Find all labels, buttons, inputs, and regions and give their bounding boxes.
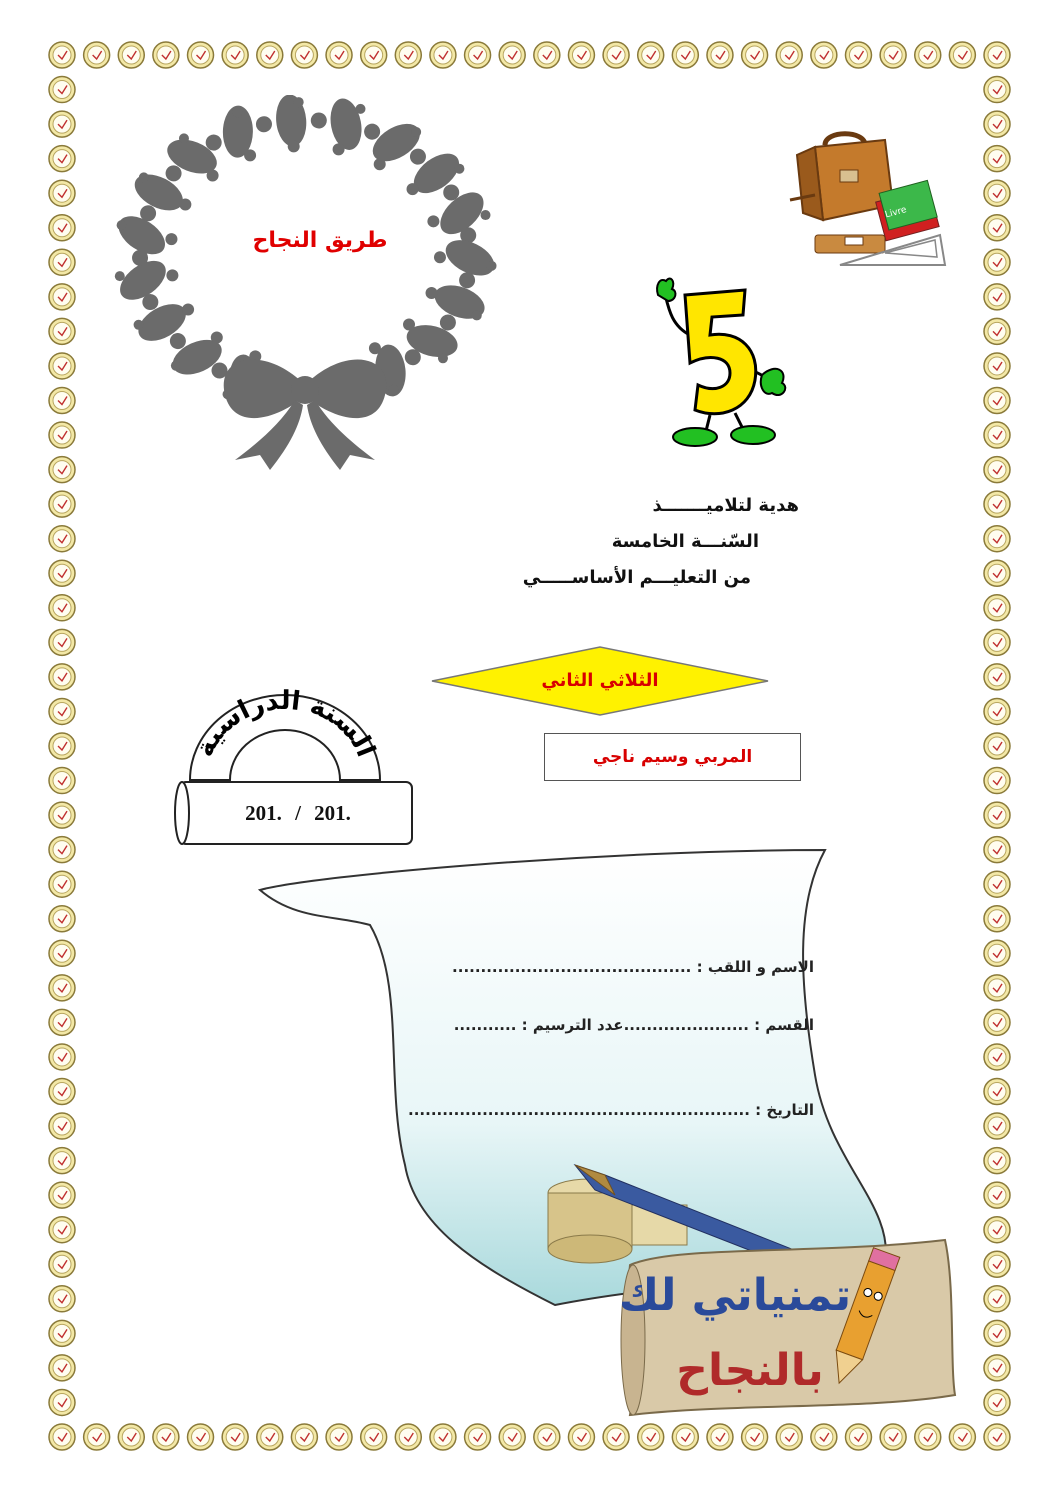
wreath-berry bbox=[166, 269, 178, 281]
name-dots: .......................................... bbox=[452, 958, 692, 976]
clock-icon bbox=[742, 1424, 768, 1450]
clock-icon bbox=[984, 318, 1010, 344]
wreath-berry bbox=[374, 158, 386, 170]
clock-icon bbox=[49, 802, 75, 828]
clock-icon bbox=[672, 1424, 698, 1450]
gift-line-1: هدية لتلاميـــــــذ bbox=[652, 495, 799, 516]
clock-icon bbox=[49, 146, 75, 172]
clock-icon bbox=[984, 733, 1010, 759]
clock-icon bbox=[984, 422, 1010, 448]
clock-icon bbox=[776, 1424, 802, 1450]
wreath-berry bbox=[427, 215, 439, 227]
date-label: التاريخ : bbox=[755, 1101, 814, 1119]
clock-icon bbox=[49, 1148, 75, 1174]
wreath-berry bbox=[389, 385, 399, 395]
clock-icon bbox=[984, 560, 1010, 586]
clock-icon bbox=[984, 1355, 1010, 1381]
clock-icon bbox=[153, 1424, 179, 1450]
clock-icon bbox=[984, 837, 1010, 863]
clock-icon bbox=[707, 42, 733, 68]
clock-icon bbox=[49, 457, 75, 483]
clock-icon bbox=[811, 1424, 837, 1450]
clock-icon bbox=[499, 42, 525, 68]
clock-icon bbox=[984, 1113, 1010, 1139]
wreath-title: طريق النجاح bbox=[252, 228, 388, 253]
clock-icon bbox=[638, 1424, 664, 1450]
good-luck-banner bbox=[615, 1225, 965, 1425]
clock-icon bbox=[49, 249, 75, 275]
clock-icon bbox=[49, 1217, 75, 1243]
school-bag-illustration bbox=[785, 125, 955, 275]
clock-icon bbox=[84, 42, 110, 68]
book-label: Livre bbox=[884, 205, 908, 221]
clock-icon bbox=[984, 1148, 1010, 1174]
clock-icon bbox=[534, 1424, 560, 1450]
wreath-berry bbox=[411, 127, 421, 137]
clock-icon bbox=[603, 42, 629, 68]
clock-icon bbox=[984, 457, 1010, 483]
trimester-label: الثلاثي الثاني bbox=[541, 669, 659, 691]
clock-icon bbox=[984, 1009, 1010, 1035]
clock-icon bbox=[880, 1424, 906, 1450]
wreath-decoration bbox=[95, 95, 515, 475]
clock-icon bbox=[776, 42, 802, 68]
clock-icon bbox=[84, 1424, 110, 1450]
clock-icon bbox=[49, 491, 75, 517]
clock-icon bbox=[49, 42, 75, 68]
clock-icon bbox=[984, 1217, 1010, 1243]
clock-icon bbox=[222, 42, 248, 68]
clock-icon bbox=[984, 595, 1010, 621]
clock-icon bbox=[49, 1044, 75, 1070]
clock-icon bbox=[984, 871, 1010, 897]
clock-icon bbox=[49, 1286, 75, 1312]
clock-icon bbox=[49, 1113, 75, 1139]
clock-icon bbox=[568, 1424, 594, 1450]
clock-icon bbox=[153, 42, 179, 68]
clock-icon bbox=[49, 1182, 75, 1208]
wreath-berry bbox=[115, 271, 125, 281]
clock-icon bbox=[984, 664, 1010, 690]
clock-icon bbox=[49, 940, 75, 966]
wreath-berry bbox=[407, 183, 419, 195]
school-year-arc-label: السنة الدراسية bbox=[189, 685, 381, 762]
clock-icon bbox=[984, 698, 1010, 724]
clock-icon bbox=[984, 353, 1010, 379]
clock-icon bbox=[845, 1424, 871, 1450]
clock-icon bbox=[49, 1320, 75, 1346]
clock-icon bbox=[49, 284, 75, 310]
clock-icon bbox=[811, 42, 837, 68]
clock-icon bbox=[603, 1424, 629, 1450]
clock-icon bbox=[49, 733, 75, 759]
date-field[interactable] bbox=[408, 1101, 814, 1119]
clock-icon bbox=[984, 940, 1010, 966]
clock-icon bbox=[49, 698, 75, 724]
section-label: القسم : bbox=[754, 1016, 814, 1034]
clock-icon bbox=[984, 1424, 1010, 1450]
clock-icon bbox=[49, 768, 75, 794]
wreath-berry bbox=[139, 172, 149, 182]
clock-icon bbox=[984, 1079, 1010, 1105]
clock-icon bbox=[915, 1424, 941, 1450]
section-field[interactable] bbox=[454, 1016, 814, 1034]
clock-icon bbox=[949, 42, 975, 68]
clock-icon bbox=[984, 802, 1010, 828]
clock-icon bbox=[395, 1424, 421, 1450]
clock-icon bbox=[984, 111, 1010, 137]
school-year-arc bbox=[180, 685, 390, 785]
clock-icon bbox=[49, 111, 75, 137]
clock-icon bbox=[257, 1424, 283, 1450]
wreath-berry bbox=[355, 104, 365, 114]
clock-icon bbox=[984, 388, 1010, 414]
clock-icon bbox=[568, 42, 594, 68]
wreath-berry bbox=[244, 149, 256, 161]
wreath-berry bbox=[438, 353, 448, 363]
clock-icon bbox=[257, 42, 283, 68]
wreath-berry bbox=[179, 199, 191, 211]
wreath-berry bbox=[454, 164, 464, 174]
clock-icon bbox=[291, 42, 317, 68]
clock-icon bbox=[984, 77, 1010, 103]
date-dots: ............................................................ bbox=[408, 1101, 750, 1119]
clock-icon bbox=[326, 42, 352, 68]
clock-icon bbox=[984, 1182, 1010, 1208]
clock-icon bbox=[742, 42, 768, 68]
clock-icon bbox=[465, 42, 491, 68]
clock-icon bbox=[984, 284, 1010, 310]
clock-icon bbox=[49, 1389, 75, 1415]
clock-icon bbox=[118, 1424, 144, 1450]
clock-icon bbox=[118, 42, 144, 68]
clock-icon bbox=[984, 975, 1010, 1001]
wreath-berry bbox=[165, 233, 177, 245]
clock-icon bbox=[984, 526, 1010, 552]
registration-label: عدد الترسيم : bbox=[521, 1016, 624, 1034]
clock-icon bbox=[49, 560, 75, 586]
clock-icon bbox=[49, 1355, 75, 1381]
wreath-berry bbox=[179, 133, 189, 143]
gift-line-2: السّنـــة الخامسة bbox=[611, 531, 759, 552]
clock-icon bbox=[49, 629, 75, 655]
clock-icon bbox=[984, 906, 1010, 932]
clock-icon bbox=[49, 353, 75, 379]
wreath-berry bbox=[233, 107, 243, 117]
clock-icon bbox=[291, 1424, 317, 1450]
clock-icon bbox=[984, 1320, 1010, 1346]
banner-line-1: تمنياتي لك bbox=[618, 1270, 852, 1321]
clock-icon bbox=[49, 1251, 75, 1277]
clock-icon bbox=[984, 491, 1010, 517]
wreath-berry bbox=[211, 332, 223, 344]
wreath-leaf bbox=[253, 113, 276, 136]
wreath-berry bbox=[333, 143, 345, 155]
clock-icon bbox=[984, 249, 1010, 275]
wreath-berry bbox=[369, 342, 381, 354]
gift-line-3: من التعليـــم الأساســـــي bbox=[522, 567, 751, 588]
teacher-name: المربي وسيم ناجي bbox=[592, 747, 753, 767]
wreath-berry bbox=[487, 261, 497, 271]
clock-icon bbox=[188, 42, 214, 68]
wreath-berry bbox=[182, 304, 194, 316]
clock-icon bbox=[49, 595, 75, 621]
clock-icon bbox=[49, 975, 75, 1001]
clock-icon bbox=[49, 906, 75, 932]
clock-icon bbox=[984, 215, 1010, 241]
clock-icon bbox=[984, 629, 1010, 655]
clock-icon bbox=[638, 42, 664, 68]
clock-icon bbox=[361, 42, 387, 68]
clock-icon bbox=[984, 1389, 1010, 1415]
clock-icon bbox=[49, 180, 75, 206]
registration-dots: ........... bbox=[453, 1016, 517, 1034]
clock-icon bbox=[915, 42, 941, 68]
clock-icon bbox=[395, 42, 421, 68]
clock-icon bbox=[880, 42, 906, 68]
clock-icon bbox=[49, 526, 75, 552]
wreath-berry bbox=[134, 320, 144, 330]
wreath-berry bbox=[117, 220, 127, 230]
clock-icon bbox=[49, 388, 75, 414]
clock-icon bbox=[707, 1424, 733, 1450]
clock-icon bbox=[49, 1079, 75, 1105]
section-dots: ...................... bbox=[623, 1016, 749, 1034]
wreath-berry bbox=[207, 170, 219, 182]
grade-number: 5 bbox=[650, 275, 651, 276]
clock-icon bbox=[949, 1424, 975, 1450]
clock-icon bbox=[984, 1044, 1010, 1070]
teacher-name-box bbox=[544, 733, 801, 781]
clock-icon bbox=[49, 1009, 75, 1035]
clock-icon bbox=[465, 1424, 491, 1450]
clock-icon bbox=[984, 1251, 1010, 1277]
clock-icon bbox=[49, 1424, 75, 1450]
wreath-berry bbox=[403, 318, 415, 330]
clock-icon bbox=[49, 837, 75, 863]
wreath-berry bbox=[171, 361, 181, 371]
name-label: الاسم و اللقب : bbox=[696, 958, 814, 976]
name-field[interactable] bbox=[452, 958, 814, 976]
clock-icon bbox=[326, 1424, 352, 1450]
clock-icon bbox=[361, 1424, 387, 1450]
clock-icon bbox=[49, 422, 75, 448]
clock-icon bbox=[534, 42, 560, 68]
clock-icon bbox=[49, 871, 75, 897]
school-year-value: 201. / 201. bbox=[245, 800, 351, 825]
clock-icon bbox=[49, 318, 75, 344]
wreath-berry bbox=[472, 310, 482, 320]
clock-icon bbox=[430, 42, 456, 68]
clock-icon bbox=[49, 664, 75, 690]
wreath-berry bbox=[288, 140, 300, 152]
clock-icon bbox=[49, 77, 75, 103]
clock-icon bbox=[49, 215, 75, 241]
wreath-berry bbox=[434, 251, 446, 263]
clock-icon bbox=[984, 768, 1010, 794]
clock-icon bbox=[984, 1286, 1010, 1312]
clock-icon bbox=[845, 42, 871, 68]
clock-icon bbox=[984, 180, 1010, 206]
wreath-berry bbox=[294, 97, 304, 107]
banner-line-2: بالنجاح bbox=[676, 1345, 824, 1396]
clock-icon bbox=[672, 42, 698, 68]
clock-icon bbox=[188, 1424, 214, 1450]
number-five-character bbox=[650, 275, 790, 450]
clock-icon bbox=[430, 1424, 456, 1450]
wreath-berry bbox=[481, 210, 491, 220]
wreath-berry bbox=[426, 287, 438, 299]
wreath-leaf bbox=[308, 110, 330, 132]
clock-icon bbox=[222, 1424, 248, 1450]
clock-icon bbox=[984, 42, 1010, 68]
clock-icon bbox=[499, 1424, 525, 1450]
clock-icon bbox=[984, 146, 1010, 172]
